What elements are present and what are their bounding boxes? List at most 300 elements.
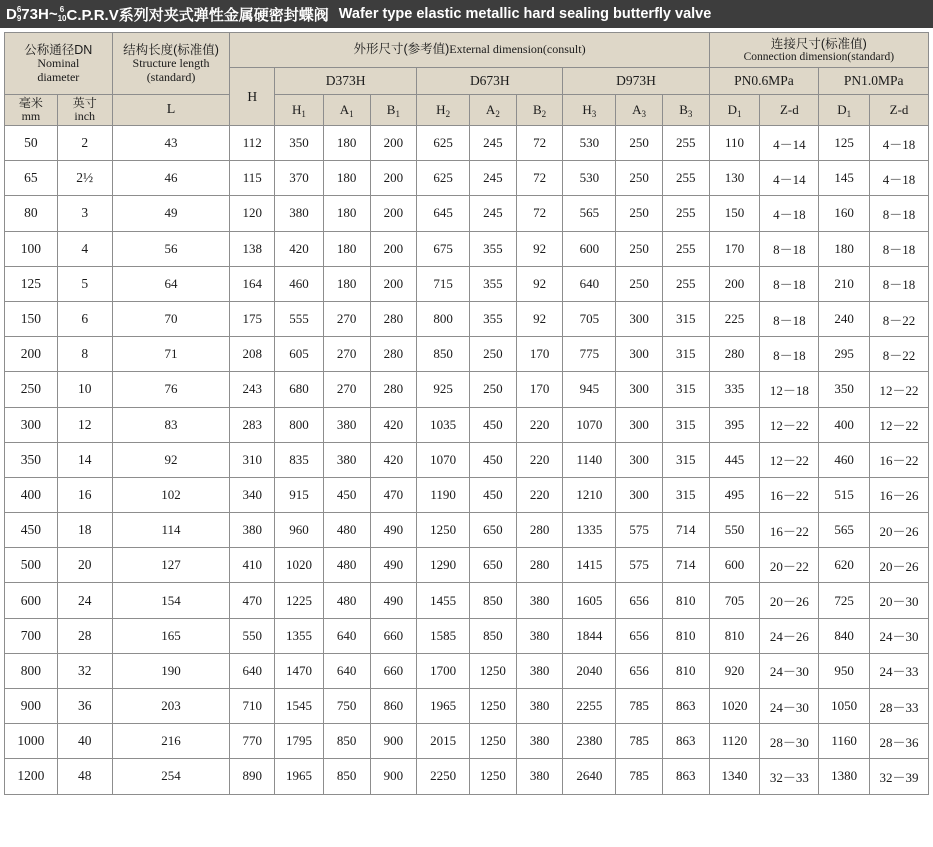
table-cell: 660: [370, 618, 417, 653]
table-cell: 16－22: [870, 442, 929, 477]
table-cell: 1020: [275, 548, 324, 583]
table-cell: 1210: [563, 477, 616, 512]
table-cell: 355: [470, 231, 517, 266]
table-row: [5, 759, 929, 794]
table-cell: 1120: [709, 724, 760, 759]
table-cell: 8－18: [760, 301, 819, 336]
table-cell: 315: [662, 477, 709, 512]
table-cell: 1585: [417, 618, 470, 653]
table-cell: 2½: [57, 161, 112, 196]
table-cell: 210: [819, 266, 870, 301]
table-cell: 280: [370, 372, 417, 407]
table-cell: 575: [616, 513, 663, 548]
table-cell: 470: [370, 477, 417, 512]
header-B2: $B_2$: [516, 95, 563, 126]
table-cell: 200: [370, 126, 417, 161]
table-cell: 200: [5, 337, 58, 372]
table-cell: 24－26: [760, 618, 819, 653]
table-cell: 495: [709, 477, 760, 512]
header-H3: $H_3$: [563, 95, 616, 126]
table-row: [5, 442, 929, 477]
fraction2-bottom: 10: [57, 14, 67, 23]
table-cell: 380: [516, 689, 563, 724]
table-cell: 785: [616, 724, 663, 759]
table-cell: 300: [616, 301, 663, 336]
table-cell: 24－30: [760, 653, 819, 688]
table-cell: 605: [275, 337, 324, 372]
table-cell: 1965: [275, 759, 324, 794]
table-cell: 600: [563, 231, 616, 266]
header-Zd-pn06: Z-d: [760, 95, 819, 126]
table-cell: 675: [417, 231, 470, 266]
header-inch-en: inch: [74, 109, 96, 123]
table-cell: 863: [662, 724, 709, 759]
table-cell: 145: [819, 161, 870, 196]
table-cell: 150: [709, 196, 760, 231]
header-inch: [57, 95, 112, 126]
title-middle: 73H~: [21, 5, 58, 23]
table-cell: 700: [5, 618, 58, 653]
table-cell: 16－22: [760, 513, 819, 548]
header-nominal-diameter: [5, 33, 113, 95]
fraction-top: 6: [16, 5, 22, 14]
table-cell: 335: [709, 372, 760, 407]
table-cell: 1000: [5, 724, 58, 759]
table-cell: 24－33: [870, 653, 929, 688]
table-cell: 92: [516, 231, 563, 266]
table-cell: 200: [370, 161, 417, 196]
table-cell: 1795: [275, 724, 324, 759]
table-cell: 160: [819, 196, 870, 231]
table-cell: 110: [709, 126, 760, 161]
table-cell: 180: [323, 126, 370, 161]
table-cell: 130: [709, 161, 760, 196]
table-cell: 900: [370, 759, 417, 794]
table-cell: 125: [819, 126, 870, 161]
table-cell: 12－22: [760, 407, 819, 442]
table-cell: 240: [819, 301, 870, 336]
table-cell: 180: [323, 231, 370, 266]
header-A3: $A_3$: [616, 95, 663, 126]
table-cell: 250: [616, 266, 663, 301]
table-cell: 340: [230, 477, 275, 512]
table-cell: 8－18: [870, 231, 929, 266]
table-cell: 625: [417, 126, 470, 161]
header-pn06: PN0.6MPa: [709, 68, 819, 95]
table-cell: 170: [516, 337, 563, 372]
table-cell: 1200: [5, 759, 58, 794]
table-cell: 450: [470, 477, 517, 512]
header-mm-en: mm: [21, 109, 41, 123]
table-cell: 315: [662, 372, 709, 407]
table-cell: 254: [112, 759, 230, 794]
table-cell: 16－26: [870, 477, 929, 512]
table-cell: 656: [616, 583, 663, 618]
table-cell: 18: [57, 513, 112, 548]
table-cell: 270: [323, 301, 370, 336]
table-cell: 850: [470, 618, 517, 653]
table-row: [5, 407, 929, 442]
table-cell: 250: [616, 161, 663, 196]
header-connection-dimension: [709, 33, 928, 68]
table-cell: 92: [516, 266, 563, 301]
table-cell: 114: [112, 513, 230, 548]
table-cell: 1455: [417, 583, 470, 618]
table-cell: 300: [616, 442, 663, 477]
table-cell: 180: [323, 266, 370, 301]
table-cell: 250: [616, 231, 663, 266]
table-cell: 1965: [417, 689, 470, 724]
header-conn-en: Connection dimension(standard): [743, 50, 895, 63]
table-cell: 1070: [563, 407, 616, 442]
table-cell: 2250: [417, 759, 470, 794]
table-cell: 283: [230, 407, 275, 442]
table-cell: 295: [819, 337, 870, 372]
table-cell: 725: [819, 583, 870, 618]
table-cell: 850: [323, 724, 370, 759]
table-cell: 1190: [417, 477, 470, 512]
table-cell: 460: [819, 442, 870, 477]
table-cell: 950: [819, 653, 870, 688]
header-dn-cn: 公称通径DN: [24, 43, 93, 58]
table-cell: 775: [563, 337, 616, 372]
header-L: L: [112, 95, 230, 126]
table-cell: 400: [819, 407, 870, 442]
table-cell: 170: [709, 231, 760, 266]
table-cell: 1355: [275, 618, 324, 653]
table-cell: 154: [112, 583, 230, 618]
table-cell: 1035: [417, 407, 470, 442]
table-cell: 863: [662, 689, 709, 724]
table-cell: 380: [516, 618, 563, 653]
table-cell: 660: [370, 653, 417, 688]
table-cell: 225: [709, 301, 760, 336]
table-cell: 835: [275, 442, 324, 477]
table-cell: 220: [516, 407, 563, 442]
table-row: [5, 689, 929, 724]
table-cell: 530: [563, 161, 616, 196]
table-cell: 4－18: [760, 196, 819, 231]
table-cell: 400: [5, 477, 58, 512]
table-cell: 1250: [470, 759, 517, 794]
title-english: Wafer type elastic metallic hard sealing butterfly valve: [338, 6, 712, 22]
table-cell: 127: [112, 548, 230, 583]
table-cell: 2640: [563, 759, 616, 794]
table-cell: 255: [662, 266, 709, 301]
table-row: [5, 337, 929, 372]
table-cell: 640: [323, 653, 370, 688]
table-cell: 175: [230, 301, 275, 336]
table-cell: 180: [323, 196, 370, 231]
table-cell: 1605: [563, 583, 616, 618]
table-cell: 32: [57, 653, 112, 688]
table-cell: 490: [370, 548, 417, 583]
table-cell: 138: [230, 231, 275, 266]
header-H2: $H_2$: [417, 95, 470, 126]
table-cell: 715: [417, 266, 470, 301]
table-cell: 4－14: [760, 126, 819, 161]
table-cell: 164: [230, 266, 275, 301]
table-cell: 76: [112, 372, 230, 407]
table-cell: 14: [57, 442, 112, 477]
table-cell: 1250: [470, 689, 517, 724]
header-ext-cn: 外形尺寸(参考值): [353, 42, 450, 57]
table-cell: 4－14: [760, 161, 819, 196]
title-bar: [0, 0, 933, 28]
header-row-1: [5, 33, 929, 68]
spec-table-container: [0, 28, 933, 795]
table-cell: 800: [275, 407, 324, 442]
table-row: [5, 653, 929, 688]
table-cell: 420: [275, 231, 324, 266]
table-cell: 83: [112, 407, 230, 442]
table-cell: 1340: [709, 759, 760, 794]
table-cell: 4－18: [870, 126, 929, 161]
table-cell: 380: [516, 759, 563, 794]
table-cell: 380: [230, 513, 275, 548]
table-cell: 420: [370, 442, 417, 477]
table-cell: 49: [112, 196, 230, 231]
table-cell: 24－30: [870, 618, 929, 653]
table-cell: 680: [275, 372, 324, 407]
table-cell: 102: [112, 477, 230, 512]
header-inch-cn: 英寸: [72, 95, 97, 110]
table-cell: 750: [323, 689, 370, 724]
table-cell: 300: [616, 337, 663, 372]
table-cell: 115: [230, 161, 275, 196]
table-cell: 28－30: [760, 724, 819, 759]
table-cell: 65: [5, 161, 58, 196]
header-mm: [5, 95, 58, 126]
table-cell: 410: [230, 548, 275, 583]
table-cell: 380: [516, 724, 563, 759]
table-cell: 315: [662, 337, 709, 372]
fraction2-top: 6: [59, 5, 65, 14]
table-cell: 20: [57, 548, 112, 583]
table-cell: 28－33: [870, 689, 929, 724]
table-cell: 72: [516, 196, 563, 231]
table-row: [5, 513, 929, 548]
header-H: H: [230, 68, 275, 126]
table-cell: 8－18: [870, 196, 929, 231]
header-len-en2: (standard): [146, 69, 196, 84]
table-cell: 850: [470, 583, 517, 618]
table-cell: 112: [230, 126, 275, 161]
table-cell: 620: [819, 548, 870, 583]
table-cell: 180: [323, 161, 370, 196]
table-cell: 48: [57, 759, 112, 794]
table-cell: 625: [417, 161, 470, 196]
table-cell: 72: [516, 126, 563, 161]
table-cell: 840: [819, 618, 870, 653]
table-cell: 565: [819, 513, 870, 548]
table-cell: 12－22: [870, 407, 929, 442]
table-cell: 550: [230, 618, 275, 653]
table-cell: 4: [57, 231, 112, 266]
table-cell: 300: [616, 477, 663, 512]
header-d373h: D373H: [275, 68, 417, 95]
fraction-bottom: 9: [16, 14, 22, 23]
table-cell: 200: [709, 266, 760, 301]
table-cell: 72: [516, 161, 563, 196]
header-dn-en1: Nominal: [37, 56, 80, 71]
header-D1-pn06: $D_1$: [709, 95, 760, 126]
table-cell: 180: [819, 231, 870, 266]
table-cell: 1250: [470, 653, 517, 688]
table-head: [5, 33, 929, 126]
table-cell: 656: [616, 653, 663, 688]
table-cell: 12－18: [760, 372, 819, 407]
table-cell: 2040: [563, 653, 616, 688]
table-cell: 380: [516, 583, 563, 618]
table-cell: 380: [323, 407, 370, 442]
table-row: [5, 548, 929, 583]
table-cell: 450: [470, 442, 517, 477]
table-cell: 480: [323, 513, 370, 548]
table-cell: 250: [616, 126, 663, 161]
table-cell: 810: [709, 618, 760, 653]
table-cell: 280: [370, 337, 417, 372]
table-cell: 1140: [563, 442, 616, 477]
table-cell: 20－26: [870, 548, 929, 583]
header-dn-en2: diameter: [37, 69, 80, 84]
title-prefix: D: [6, 5, 17, 23]
header-row-3: [5, 95, 929, 126]
table-cell: 380: [323, 442, 370, 477]
table-cell: 12－22: [870, 372, 929, 407]
title-chinese: [6, 4, 329, 25]
table-cell: 850: [323, 759, 370, 794]
table-cell: 24－30: [760, 689, 819, 724]
table-cell: 70: [112, 301, 230, 336]
table-cell: 315: [662, 301, 709, 336]
table-cell: 12－22: [760, 442, 819, 477]
table-cell: 4－18: [870, 161, 929, 196]
table-cell: 770: [230, 724, 275, 759]
table-cell: 920: [709, 653, 760, 688]
table-cell: 255: [662, 161, 709, 196]
table-cell: 3: [57, 196, 112, 231]
table-cell: 900: [5, 689, 58, 724]
table-cell: 243: [230, 372, 275, 407]
table-row: [5, 372, 929, 407]
table-cell: 8: [57, 337, 112, 372]
table-cell: 300: [616, 372, 663, 407]
header-d973h: D973H: [563, 68, 709, 95]
table-cell: 125: [5, 266, 58, 301]
table-cell: 355: [470, 266, 517, 301]
table-cell: 370: [275, 161, 324, 196]
table-cell: 46: [112, 161, 230, 196]
table-cell: 450: [470, 407, 517, 442]
table-cell: 250: [470, 372, 517, 407]
table-cell: 500: [5, 548, 58, 583]
table-cell: 640: [323, 618, 370, 653]
table-cell: 270: [323, 372, 370, 407]
table-cell: 1844: [563, 618, 616, 653]
table-cell: 203: [112, 689, 230, 724]
table-cell: 650: [470, 513, 517, 548]
header-external-dimension: [230, 33, 709, 68]
table-cell: 43: [112, 126, 230, 161]
header-mm-cn: 毫米: [18, 95, 43, 110]
table-cell: 255: [662, 231, 709, 266]
table-cell: 1545: [275, 689, 324, 724]
table-cell: 20－26: [760, 583, 819, 618]
header-A2: $A_2$: [470, 95, 517, 126]
table-cell: 530: [563, 126, 616, 161]
table-row: [5, 301, 929, 336]
table-cell: 6: [57, 301, 112, 336]
table-cell: 150: [5, 301, 58, 336]
table-cell: 656: [616, 618, 663, 653]
table-cell: 490: [370, 513, 417, 548]
table-cell: 470: [230, 583, 275, 618]
title-fraction-1: [17, 5, 21, 23]
table-cell: 785: [616, 689, 663, 724]
table-cell: 64: [112, 266, 230, 301]
table-cell: 16: [57, 477, 112, 512]
table-cell: 280: [516, 513, 563, 548]
table-cell: 460: [275, 266, 324, 301]
table-cell: 36: [57, 689, 112, 724]
table-row: [5, 583, 929, 618]
table-cell: 208: [230, 337, 275, 372]
table-cell: 2015: [417, 724, 470, 759]
table-cell: 300: [616, 407, 663, 442]
table-cell: 555: [275, 301, 324, 336]
table-cell: 12: [57, 407, 112, 442]
header-ext-en: External dimension(consult): [449, 42, 586, 57]
table-cell: 945: [563, 372, 616, 407]
table-cell: 650: [470, 548, 517, 583]
table-cell: 32－39: [870, 759, 929, 794]
table-cell: 245: [470, 196, 517, 231]
table-cell: 8－18: [760, 337, 819, 372]
table-cell: 315: [662, 407, 709, 442]
table-row: [5, 724, 929, 759]
table-cell: 20－26: [870, 513, 929, 548]
table-cell: 8－18: [760, 266, 819, 301]
header-D1-pn10: $D_1$: [819, 95, 870, 126]
table-cell: 255: [662, 126, 709, 161]
table-cell: 863: [662, 759, 709, 794]
table-cell: 280: [516, 548, 563, 583]
table-cell: 170: [516, 372, 563, 407]
table-cell: 395: [709, 407, 760, 442]
table-cell: 165: [112, 618, 230, 653]
table-cell: 860: [370, 689, 417, 724]
table-cell: 1700: [417, 653, 470, 688]
table-cell: 8－18: [870, 266, 929, 301]
table-cell: 355: [470, 301, 517, 336]
header-d673h: D673H: [417, 68, 563, 95]
table-cell: 565: [563, 196, 616, 231]
table-cell: 250: [5, 372, 58, 407]
table-cell: 2255: [563, 689, 616, 724]
table-cell: 28: [57, 618, 112, 653]
table-cell: 190: [112, 653, 230, 688]
table-cell: 245: [470, 126, 517, 161]
table-cell: 280: [370, 301, 417, 336]
table-cell: 515: [819, 477, 870, 512]
table-cell: 480: [323, 548, 370, 583]
table-cell: 645: [417, 196, 470, 231]
table-cell: 785: [616, 759, 663, 794]
table-cell: 915: [275, 477, 324, 512]
table-row: [5, 126, 929, 161]
table-cell: 810: [662, 583, 709, 618]
